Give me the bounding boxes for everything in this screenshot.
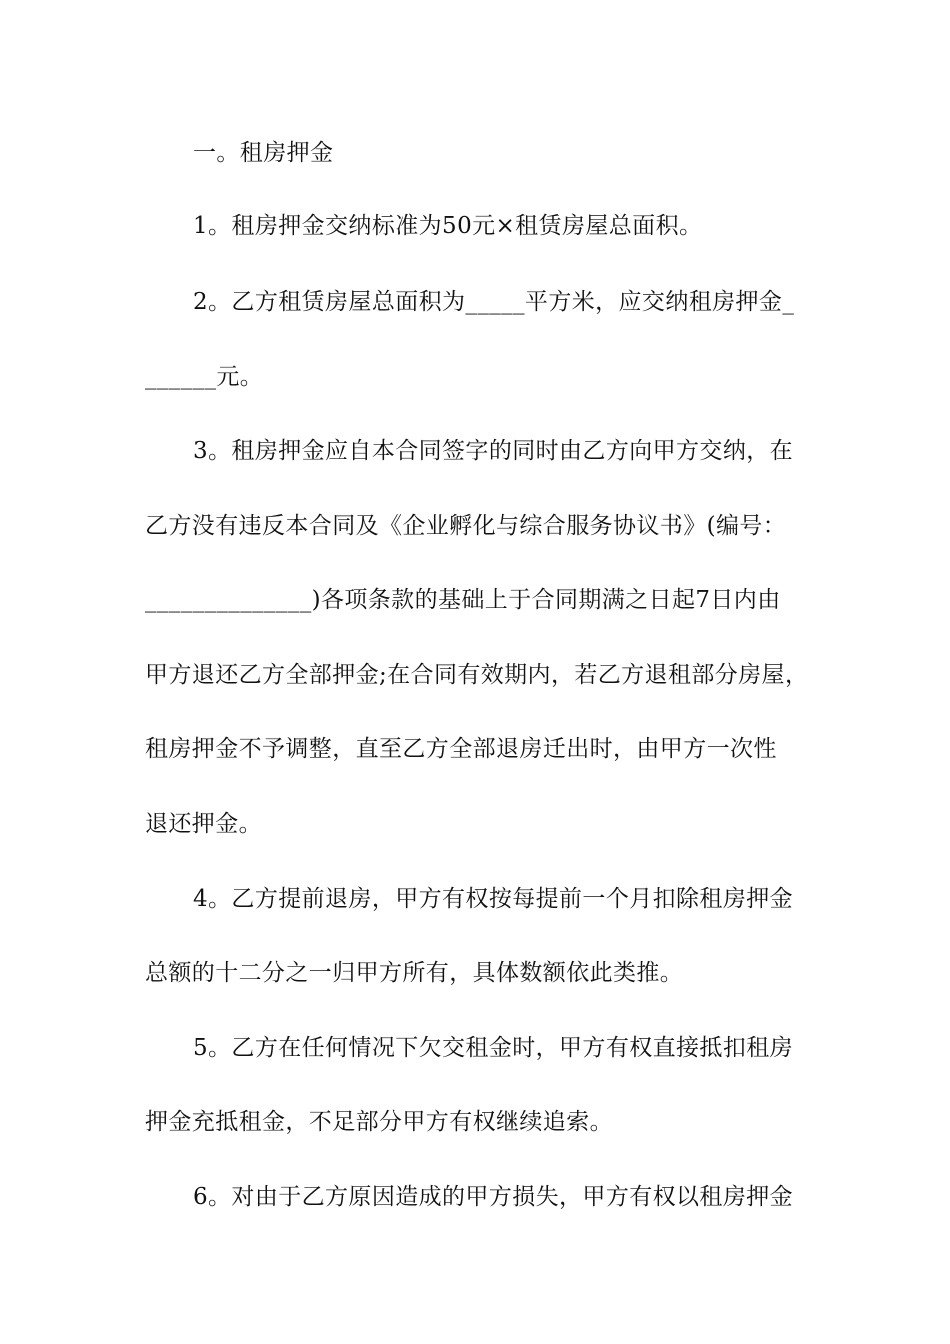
clause-3-line-6: 退还押金。 xyxy=(145,811,262,837)
section-heading: 一。租房押金 xyxy=(193,140,334,166)
clause-2-line-1: 2。乙方租赁房屋总面积为_____平方米，应交纳租房押金_ xyxy=(193,289,795,315)
clause-4-line-1: 4。乙方提前退房，甲方有权按每提前一个月扣除租房押金 xyxy=(193,886,794,912)
clause-6-line-1: 6。对由于乙方原因造成的甲方损失，甲方有权以租房押金 xyxy=(193,1184,794,1210)
clause-3-line-5: 租房押金不予调整，直至乙方全部退房迁出时，由甲方一次性 xyxy=(145,736,777,762)
clause-5-line-2: 押金充抵租金，不足部分甲方有权继续追索。 xyxy=(145,1109,613,1135)
clause-4-line-2: 总额的十二分之一归甲方所有，具体数额依此类推。 xyxy=(145,960,684,986)
clause-3-line-3: ______________)各项条款的基础上于合同期满之日起7日内由 xyxy=(145,587,781,613)
clause-3-line-4: 甲方退还乙方全部押金;在合同有效期内，若乙方退租部分房屋， xyxy=(145,662,809,688)
clause-3-line-1: 3。租房押金应自本合同签字的同时由乙方向甲方交纳，在 xyxy=(193,438,794,464)
clause-2-line-2: ______元。 xyxy=(145,364,264,390)
clause-5-line-1: 5。乙方在任何情况下欠交租金时，甲方有权直接抵扣租房 xyxy=(193,1035,794,1061)
clause-3-line-2: 乙方没有违反本合同及《企业孵化与综合服务协议书》(编号： xyxy=(145,513,787,539)
clause-1-line-1: 1。租房押金交纳标准为50元×租赁房屋总面积。 xyxy=(193,213,703,239)
